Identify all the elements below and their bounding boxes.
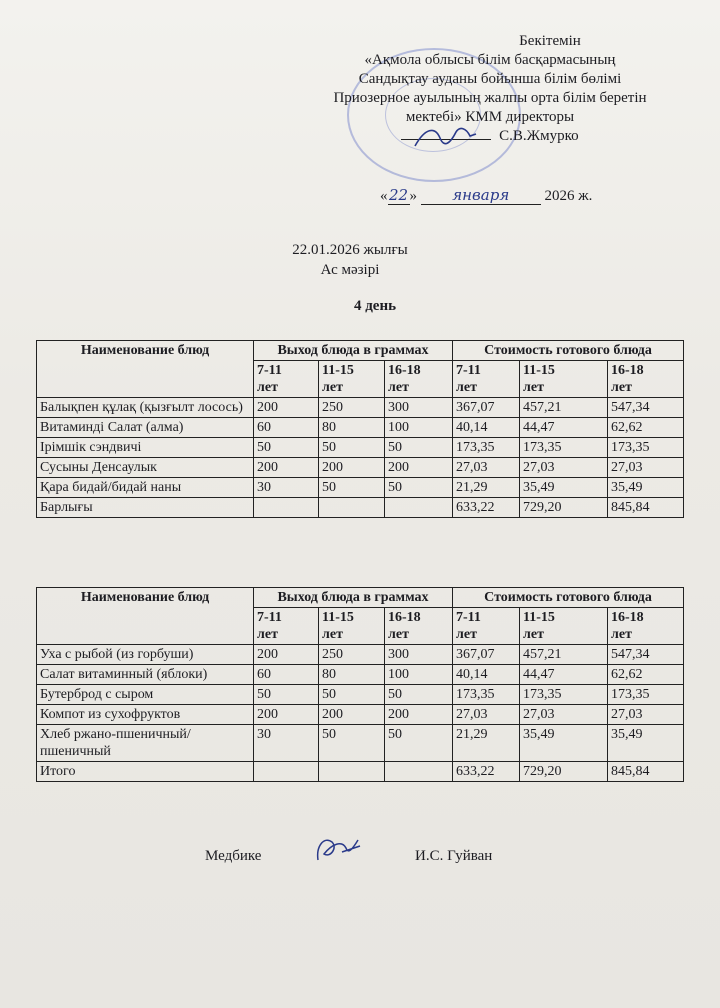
age-column-header: 7-11 лет: [254, 608, 319, 645]
header-output: Выход блюда в граммах: [254, 341, 453, 361]
dish-name: Компот из сухофруктов: [37, 705, 254, 725]
approval-block: [300, 32, 680, 146]
table-row: [37, 665, 684, 685]
cell: 27,03: [453, 705, 520, 725]
dish-name: Сусыны Денсаулык: [37, 458, 254, 478]
medic-signature: [312, 832, 364, 868]
total-label: Барлығы: [37, 498, 254, 518]
age-column-header: 11-15 лет: [520, 608, 608, 645]
cell: 200: [385, 458, 453, 478]
header-cost: Стоимость готового блюда: [453, 341, 684, 361]
approval-date: [380, 186, 592, 205]
cell: 40,14: [453, 418, 520, 438]
date-month: января: [421, 186, 541, 205]
cell: 173,35: [608, 685, 684, 705]
age-column-header: 11-15 лет: [319, 361, 385, 398]
age-column-header: 7-11 лет: [254, 361, 319, 398]
cell: 50: [385, 725, 453, 762]
cell: 40,14: [453, 665, 520, 685]
cell: 44,47: [520, 418, 608, 438]
dish-name: Ірімшік сэндвичі: [37, 438, 254, 458]
approval-line: «Ақмола облысы білім басқармасының: [364, 52, 616, 68]
cell: 200: [254, 645, 319, 665]
cell: 200: [254, 398, 319, 418]
cell: 729,20: [520, 498, 608, 518]
table-row: [37, 478, 684, 498]
cell: 100: [385, 418, 453, 438]
cell: [254, 762, 319, 782]
cell: 173,35: [520, 438, 608, 458]
cell: 35,49: [608, 478, 684, 498]
cell: 547,34: [608, 645, 684, 665]
cell: 845,84: [608, 498, 684, 518]
date-day: 22: [388, 186, 409, 204]
age-column-header: 16-18 лет: [608, 361, 684, 398]
cell: 60: [254, 418, 319, 438]
cell: [254, 498, 319, 518]
table-row: [37, 438, 684, 458]
cell: 35,49: [608, 725, 684, 762]
dish-name: Қара бидай/бидай наны: [37, 478, 254, 498]
cell: 80: [319, 418, 385, 438]
menu-day: 4 день: [353, 298, 397, 314]
age-column-header: 11-15 лет: [520, 361, 608, 398]
table-row-total: [37, 498, 684, 518]
cell: 300: [385, 398, 453, 418]
header-output: Выход блюда в граммах: [254, 588, 453, 608]
cell: 50: [385, 438, 453, 458]
cell: 21,29: [453, 725, 520, 762]
cell: 50: [385, 685, 453, 705]
menu-table-ru: [36, 587, 684, 782]
cell: 27,03: [453, 458, 520, 478]
date-close-quote: »: [409, 188, 417, 204]
cell: 50: [254, 685, 319, 705]
date-year: 2026 ж.: [544, 188, 593, 204]
cell: 200: [319, 705, 385, 725]
cell: 173,35: [520, 685, 608, 705]
cell: 60: [254, 665, 319, 685]
cell: 547,34: [608, 398, 684, 418]
cell: 21,29: [453, 478, 520, 498]
approval-line: Бекітемін: [519, 33, 581, 49]
cell: 173,35: [608, 438, 684, 458]
cell: [385, 762, 453, 782]
director-name: С.В.Жмурко: [499, 128, 579, 144]
age-column-header: 16-18 лет: [385, 361, 453, 398]
cell: [319, 498, 385, 518]
table-row: [37, 418, 684, 438]
approval-line: Сандықтау ауданы бойынша білім бөлімі: [358, 71, 622, 87]
cell: 100: [385, 665, 453, 685]
table-row: [37, 685, 684, 705]
header-dish-name: Наименование блюд: [37, 588, 254, 645]
menu-heading: [200, 240, 500, 280]
table-row: [37, 398, 684, 418]
cell: 62,62: [608, 418, 684, 438]
cell: 729,20: [520, 762, 608, 782]
cell: 200: [254, 458, 319, 478]
age-column-header: 16-18 лет: [608, 608, 684, 645]
menu-table-kz: [36, 340, 684, 518]
age-column-header: 11-15 лет: [319, 608, 385, 645]
cell: 35,49: [520, 478, 608, 498]
cell: 27,03: [608, 458, 684, 478]
director-signature: [410, 122, 480, 154]
cell: 27,03: [520, 458, 608, 478]
footer-role: Медбике: [205, 848, 262, 864]
total-label: Итого: [37, 762, 254, 782]
cell: 30: [254, 478, 319, 498]
header-dish-name: Наименование блюд: [37, 341, 254, 398]
cell: 44,47: [520, 665, 608, 685]
header-cost: Стоимость готового блюда: [453, 588, 684, 608]
table-row: [37, 645, 684, 665]
date-open-quote: «: [380, 188, 388, 204]
cell: 50: [319, 725, 385, 762]
cell: 200: [385, 705, 453, 725]
cell: 633,22: [453, 762, 520, 782]
cell: 250: [319, 398, 385, 418]
table-row: [37, 705, 684, 725]
dish-name: Балықпен құлақ (қызғылт лосось): [37, 398, 254, 418]
cell: 367,07: [453, 645, 520, 665]
age-column-header: 7-11 лет: [453, 361, 520, 398]
table-row: [37, 725, 684, 762]
age-column-header: 16-18 лет: [385, 608, 453, 645]
dish-name: Бутерброд с сыром: [37, 685, 254, 705]
cell: 50: [385, 478, 453, 498]
cell: 457,21: [520, 645, 608, 665]
footer-name: И.С. Гуйван: [415, 848, 493, 864]
approval-line: Приозерное ауылының жалпы орта білім беретін: [333, 90, 647, 106]
cell: 62,62: [608, 665, 684, 685]
cell: 50: [319, 438, 385, 458]
cell: [385, 498, 453, 518]
dish-name: Уха с рыбой (из горбуши): [37, 645, 254, 665]
dish-name: Хлеб ржано-пшеничный/пшеничный: [37, 725, 254, 762]
cell: 845,84: [608, 762, 684, 782]
cell: 633,22: [453, 498, 520, 518]
cell: 300: [385, 645, 453, 665]
director-signature-line: [300, 127, 680, 146]
menu-title: Ас мәзірі: [320, 262, 380, 278]
cell: 50: [254, 438, 319, 458]
cell: 27,03: [520, 705, 608, 725]
cell: 35,49: [520, 725, 608, 762]
approval-line: мектебі» КММ директоры: [405, 109, 575, 125]
footer-signature: [205, 848, 493, 865]
cell: 50: [319, 685, 385, 705]
table-row-total: [37, 762, 684, 782]
dish-name: Витаминді Салат (алма): [37, 418, 254, 438]
cell: 30: [254, 725, 319, 762]
cell: 27,03: [608, 705, 684, 725]
cell: 200: [254, 705, 319, 725]
age-column-header: 7-11 лет: [453, 608, 520, 645]
cell: 457,21: [520, 398, 608, 418]
dish-name: Салат витаминный (яблоки): [37, 665, 254, 685]
cell: 367,07: [453, 398, 520, 418]
cell: [319, 762, 385, 782]
cell: 200: [319, 458, 385, 478]
cell: 50: [319, 478, 385, 498]
table-row: [37, 458, 684, 478]
cell: 173,35: [453, 438, 520, 458]
menu-date: 22.01.2026 жылғы: [292, 242, 408, 258]
cell: 173,35: [453, 685, 520, 705]
cell: 80: [319, 665, 385, 685]
cell: 250: [319, 645, 385, 665]
